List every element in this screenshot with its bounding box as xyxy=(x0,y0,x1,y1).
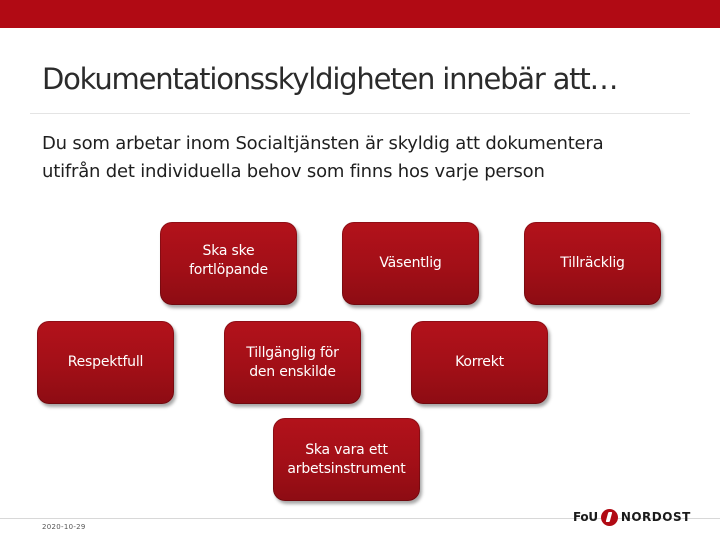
top-red-band xyxy=(0,0,720,28)
logo-seal-icon xyxy=(601,509,618,526)
box-label-line1: Ska vara ett xyxy=(305,441,388,458)
fou-nordost-logo xyxy=(573,506,691,528)
box-tillracklig xyxy=(524,222,661,305)
box-label-line2: fortlöpande xyxy=(189,262,268,278)
slide-body-text xyxy=(42,130,692,186)
box-label-line2: arbetsinstrument xyxy=(287,460,406,477)
box-label-line1: Respektfull xyxy=(67,354,144,370)
logo-text-nordost: NORDOST xyxy=(620,510,691,524)
box-ska-ske-fortlopande xyxy=(160,222,297,305)
body-line-2: utifrån det individuella behov som finns hos varje person xyxy=(42,161,545,182)
box-label-line1: Väsentlig xyxy=(379,255,442,271)
box-vasentlig xyxy=(342,222,479,305)
slide-title: Dokumentationsskyldigheten innebär att… xyxy=(42,62,618,96)
box-respektfull xyxy=(37,321,174,404)
box-korrekt xyxy=(411,321,548,404)
box-label-line1: Ska ske xyxy=(202,243,255,259)
footer-date: 2020-10-29 xyxy=(42,523,86,531)
logo-text-fou: FoU xyxy=(573,510,598,524)
box-ska-vara-ett-arbetsinstrument xyxy=(273,418,420,501)
box-label-line2: den enskilde xyxy=(249,363,336,380)
title-divider xyxy=(30,113,690,114)
box-label-line1: Tillgänglig för xyxy=(246,344,339,361)
box-label-line1: Tillräcklig xyxy=(560,255,625,271)
box-label-line1: Korrekt xyxy=(455,354,504,370)
body-line-1: Du som arbetar inom Socialtjänsten är skyldig att dokumentera xyxy=(42,133,604,154)
box-tillganglig-for-den-enskilde xyxy=(224,321,361,404)
